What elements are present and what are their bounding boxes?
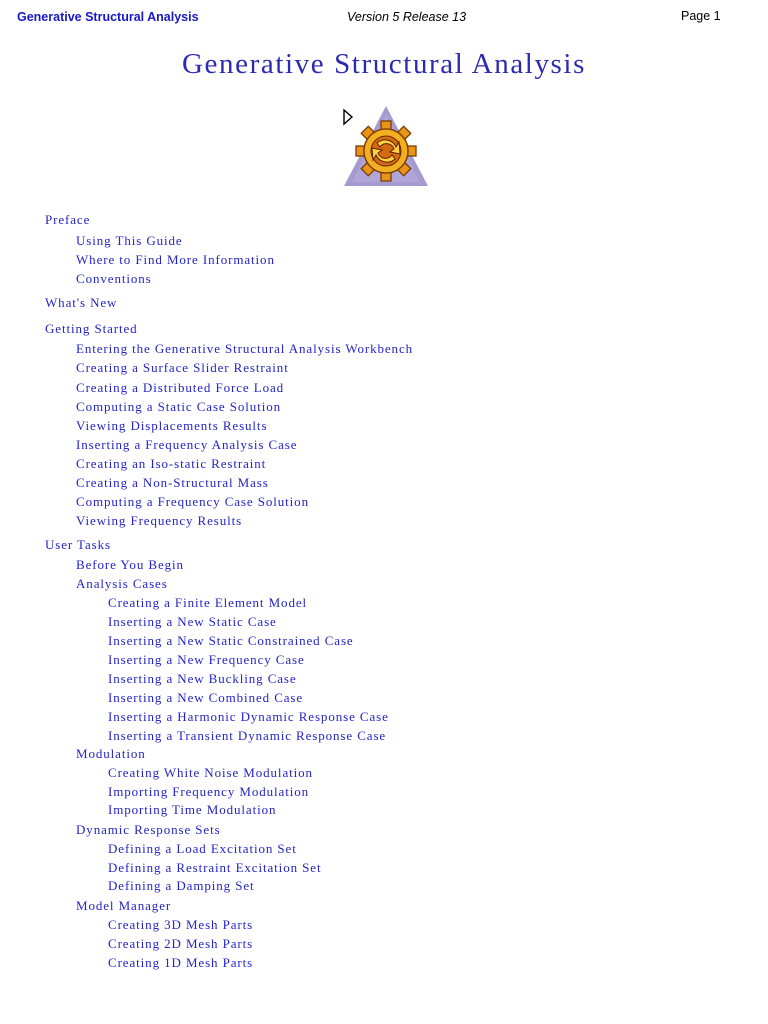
toc-link-inserting-a-new-static-case[interactable]: Inserting a New Static Case [108,614,277,629]
toc-link-conventions[interactable]: Conventions [76,271,152,286]
toc-link-creating-a-surface-slider-restraint[interactable]: Creating a Surface Slider Restraint [76,360,289,375]
toc-link-inserting-a-harmonic-dynamic-response-case[interactable]: Inserting a Harmonic Dynamic Response Case [108,709,389,724]
toc-link-inserting-a-new-static-constrained-case[interactable]: Inserting a New Static Constrained Case [108,633,354,648]
page-header [0,0,768,30]
toc-link-inserting-a-frequency-analysis-case[interactable]: Inserting a Frequency Analysis Case [76,437,298,452]
toc-link-creating-1d-mesh-parts[interactable]: Creating 1D Mesh Parts [108,955,254,970]
toc-link-creating-3d-mesh-parts[interactable]: Creating 3D Mesh Parts [108,917,254,932]
toc-link-getting-started[interactable]: Getting Started [45,321,138,336]
toc-link-inserting-a-transient-dynamic-response-case[interactable]: Inserting a Transient Dynamic Response Case [108,728,387,743]
toc-link-before-you-begin[interactable]: Before You Begin [76,557,184,572]
header-page-number: Page 1 [681,9,721,23]
header-doc-title: Generative Structural Analysis [17,10,199,24]
gear-triangle-workbench-icon [340,104,432,188]
document-title: Generative Structural Analysis [182,48,586,80]
toc-link-creating-white-noise-modulation[interactable]: Creating White Noise Modulation [108,765,313,780]
toc-link-inserting-a-new-combined-case[interactable]: Inserting a New Combined Case [108,690,304,705]
toc-link-what-s-new[interactable]: What's New [45,295,118,310]
toc-link-viewing-displacements-results[interactable]: Viewing Displacements Results [76,418,268,433]
toc-link-user-tasks[interactable]: User Tasks [45,537,111,552]
toc-link-creating-a-finite-element-model[interactable]: Creating a Finite Element Model [108,595,308,610]
toc-link-model-manager[interactable]: Model Manager [76,898,172,913]
header-version: Version 5 Release 13 [347,10,467,24]
toc-link-modulation[interactable]: Modulation [76,746,146,761]
toc-link-inserting-a-new-frequency-case[interactable]: Inserting a New Frequency Case [108,652,305,667]
toc-link-computing-a-static-case-solution[interactable]: Computing a Static Case Solution [76,399,282,414]
toc-link-importing-frequency-modulation[interactable]: Importing Frequency Modulation [108,784,310,799]
toc-link-computing-a-frequency-case-solution[interactable]: Computing a Frequency Case Solution [76,494,309,509]
toc-link-creating-2d-mesh-parts[interactable]: Creating 2D Mesh Parts [108,936,254,951]
toc-link-defining-a-restraint-excitation-set[interactable]: Defining a Restraint Excitation Set [108,860,322,875]
toc-link-entering-the-generative-structural-analysis-workbench[interactable]: Entering the Generative Structural Analysis Workbench [76,341,414,356]
toc-link-using-this-guide[interactable]: Using This Guide [76,233,183,248]
toc-link-creating-a-distributed-force-load[interactable]: Creating a Distributed Force Load [76,380,285,395]
toc-link-defining-a-damping-set[interactable]: Defining a Damping Set [108,878,255,893]
toc-link-creating-an-iso-static-restraint[interactable]: Creating an Iso-static Restraint [76,456,267,471]
toc-link-where-to-find-more-information[interactable]: Where to Find More Information [76,252,275,267]
toc-link-defining-a-load-excitation-set[interactable]: Defining a Load Excitation Set [108,841,297,856]
toc-link-analysis-cases[interactable]: Analysis Cases [76,576,168,591]
toc-link-importing-time-modulation[interactable]: Importing Time Modulation [108,802,277,817]
toc-link-dynamic-response-sets[interactable]: Dynamic Response Sets [76,822,221,837]
logo [340,104,432,188]
toc-link-viewing-frequency-results[interactable]: Viewing Frequency Results [76,513,243,528]
toc-link-creating-a-non-structural-mass[interactable]: Creating a Non-Structural Mass [76,475,269,490]
toc-link-preface[interactable]: Preface [45,212,91,227]
toc-link-inserting-a-new-buckling-case[interactable]: Inserting a New Buckling Case [108,671,297,686]
